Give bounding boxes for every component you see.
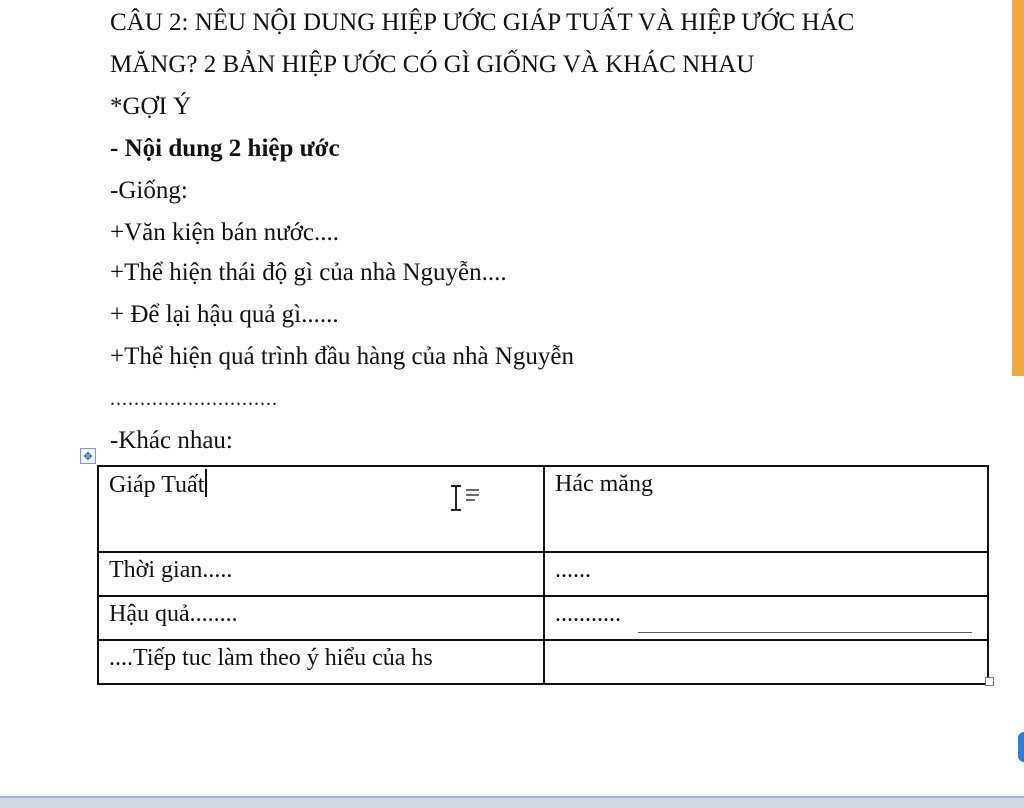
similarity-item: +Văn kiện bán nước.... — [110, 219, 340, 246]
table-cell[interactable] — [544, 466, 988, 552]
question-heading-line-2: MĂNG? 2 BẢN HIỆP ƯỚC CÓ GÌ GIỐNG VÀ KHÁC NHAU — [110, 51, 755, 78]
cell-text: Giáp Tuất — [109, 472, 205, 498]
dots-line: ............................ — [110, 388, 278, 410]
question-heading-line-1: CÂU 2: NÊU NỘI DUNG HIỆP ƯỚC GIÁP TUẤT VÀ HIỆP ƯỚC HÁC — [110, 9, 855, 36]
table-cell[interactable] — [98, 596, 544, 640]
hint-label: *GỢI Ý — [110, 93, 192, 120]
table-row — [98, 640, 988, 684]
cell-text: Hậu quả........ — [109, 601, 238, 627]
cell-text: ....Tiếp tuc làm theo ý hiểu của hs — [109, 645, 433, 671]
text-cursor-icon — [449, 484, 485, 512]
comparison-table — [97, 465, 989, 685]
cell-text: Thời gian..... — [109, 557, 233, 583]
similarity-item: + Để lại hậu quả gì...... — [110, 301, 339, 328]
accent-sidebar — [1012, 0, 1024, 376]
similarity-item: +Thể hiện quá trình đầu hàng của nhà Nguyễn — [110, 343, 574, 370]
underline-rule — [638, 632, 972, 633]
table-cell[interactable] — [544, 552, 988, 596]
text-caret — [205, 469, 207, 497]
table-row — [98, 552, 988, 596]
table-cell[interactable] — [544, 640, 988, 684]
content-title: - Nội dung 2 hiệp ước — [110, 135, 340, 162]
similarity-item: +Thể hiện thái độ gì của nhà Nguyễn.... — [110, 259, 507, 286]
similarities-label: -Giống: — [110, 177, 188, 204]
table-row — [98, 466, 988, 552]
blue-marker-icon — [1018, 732, 1024, 762]
window-bottom-bar — [0, 796, 1024, 808]
cell-text: ........... — [555, 601, 621, 627]
differences-label: -Khác nhau: — [110, 427, 233, 454]
table-move-handle-icon[interactable]: ✥ — [80, 448, 96, 464]
table-resize-handle-icon[interactable] — [985, 677, 994, 686]
cell-text: Hác măng — [555, 471, 653, 497]
cell-text: ...... — [555, 557, 591, 583]
table-cell[interactable] — [98, 640, 544, 684]
table-cell[interactable] — [98, 552, 544, 596]
table-cell[interactable] — [544, 596, 988, 640]
table-row — [98, 596, 988, 640]
